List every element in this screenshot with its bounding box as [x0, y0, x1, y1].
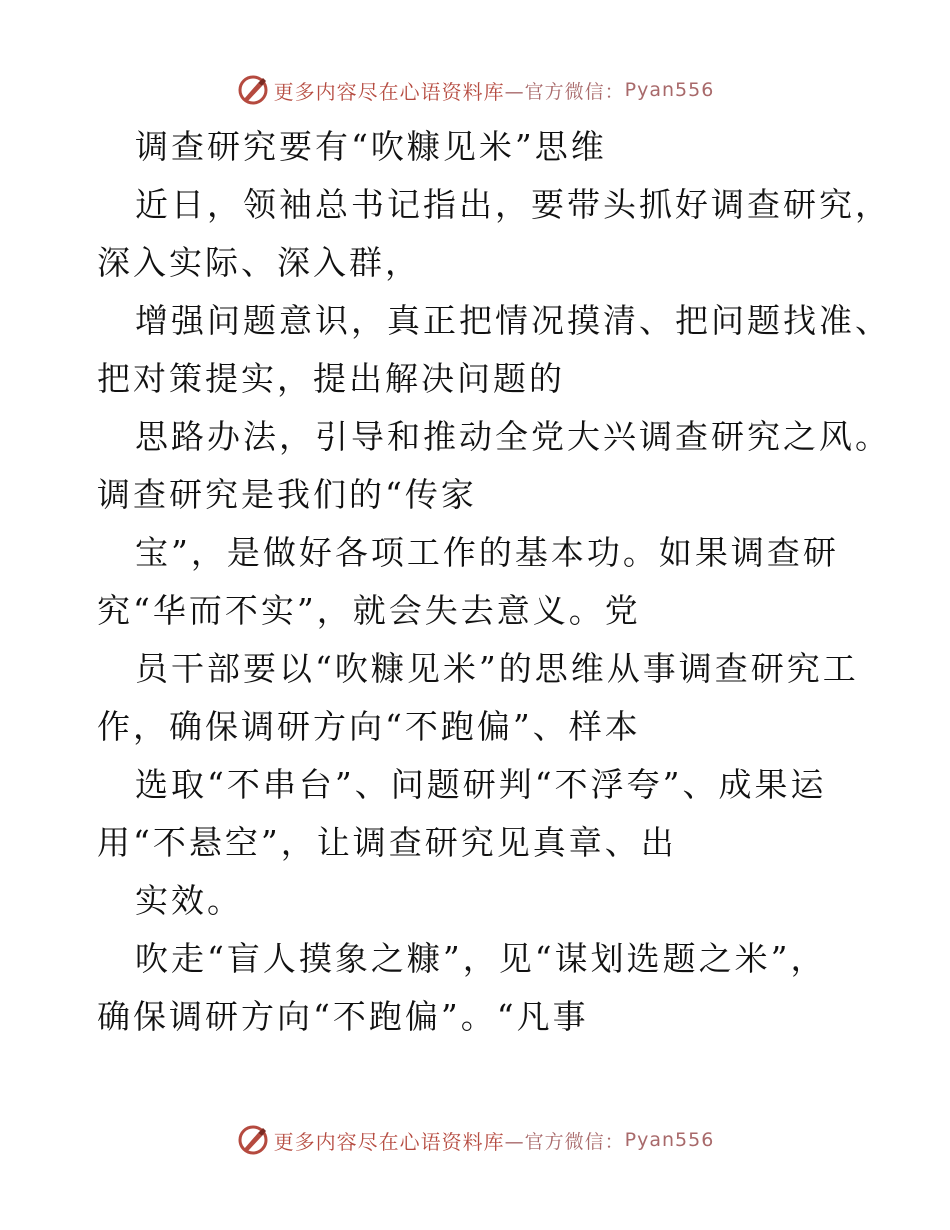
doc-line: 宝”，是做好各项工作的基本功。如果调查研 — [135, 533, 839, 572]
footer-banner-wechat-id: Pyan556 — [624, 1129, 715, 1151]
doc-line: 用“不悬空”，让调查研究见真章、出 — [97, 823, 677, 862]
doc-line: 深入实际、深入群， — [97, 243, 421, 282]
doc-line: 作，确保调研方向“不跑偏”、样本 — [97, 707, 641, 746]
doc-line: 近日，领袖总书记指出，要带头抓好调查研究， — [135, 185, 891, 224]
doc-line: 调查研究是我们的“传家 — [97, 475, 477, 514]
doc-line: 究“华而不实”，就会失去意义。党 — [97, 591, 641, 630]
header-banner-title: 更多内容尽在心语资料库 — [273, 79, 505, 104]
header-banner-wechat-id: Pyan556 — [624, 79, 715, 101]
doc-line: 确保调研方向“不跑偏”。“凡事 — [97, 997, 589, 1036]
doc-line: 思路办法，引导和推动全党大兴调查研究之风。 — [135, 417, 891, 456]
doc-title: 调查研究要有“吹糠见米”思维 — [135, 127, 607, 166]
doc-line: 实效。 — [135, 881, 243, 920]
pen-logo-icon — [236, 1123, 270, 1157]
header-banner-separator: —官方微信： — [504, 80, 625, 103]
doc-line: 把对策提实，提出解决问题的 — [97, 359, 565, 398]
doc-line: 增强问题意识，真正把情况摸清、把问题找准、 — [135, 301, 891, 340]
doc-line: 吹走“盲人摸象之糠”，见“谋划选题之米”， — [135, 939, 827, 978]
footer-banner-separator: —官方微信： — [504, 1130, 625, 1153]
footer-banner-title: 更多内容尽在心语资料库 — [273, 1129, 505, 1154]
footer-watermark-banner — [0, 1120, 950, 1160]
doc-line: 选取“不串台”、问题研判“不浮夸”、成果运 — [135, 765, 827, 804]
pen-logo-icon — [236, 73, 270, 107]
doc-line: 员干部要以“吹糠见米”的思维从事调查研究工 — [135, 649, 859, 688]
document-body — [97, 118, 891, 1046]
header-watermark-banner — [0, 70, 950, 110]
